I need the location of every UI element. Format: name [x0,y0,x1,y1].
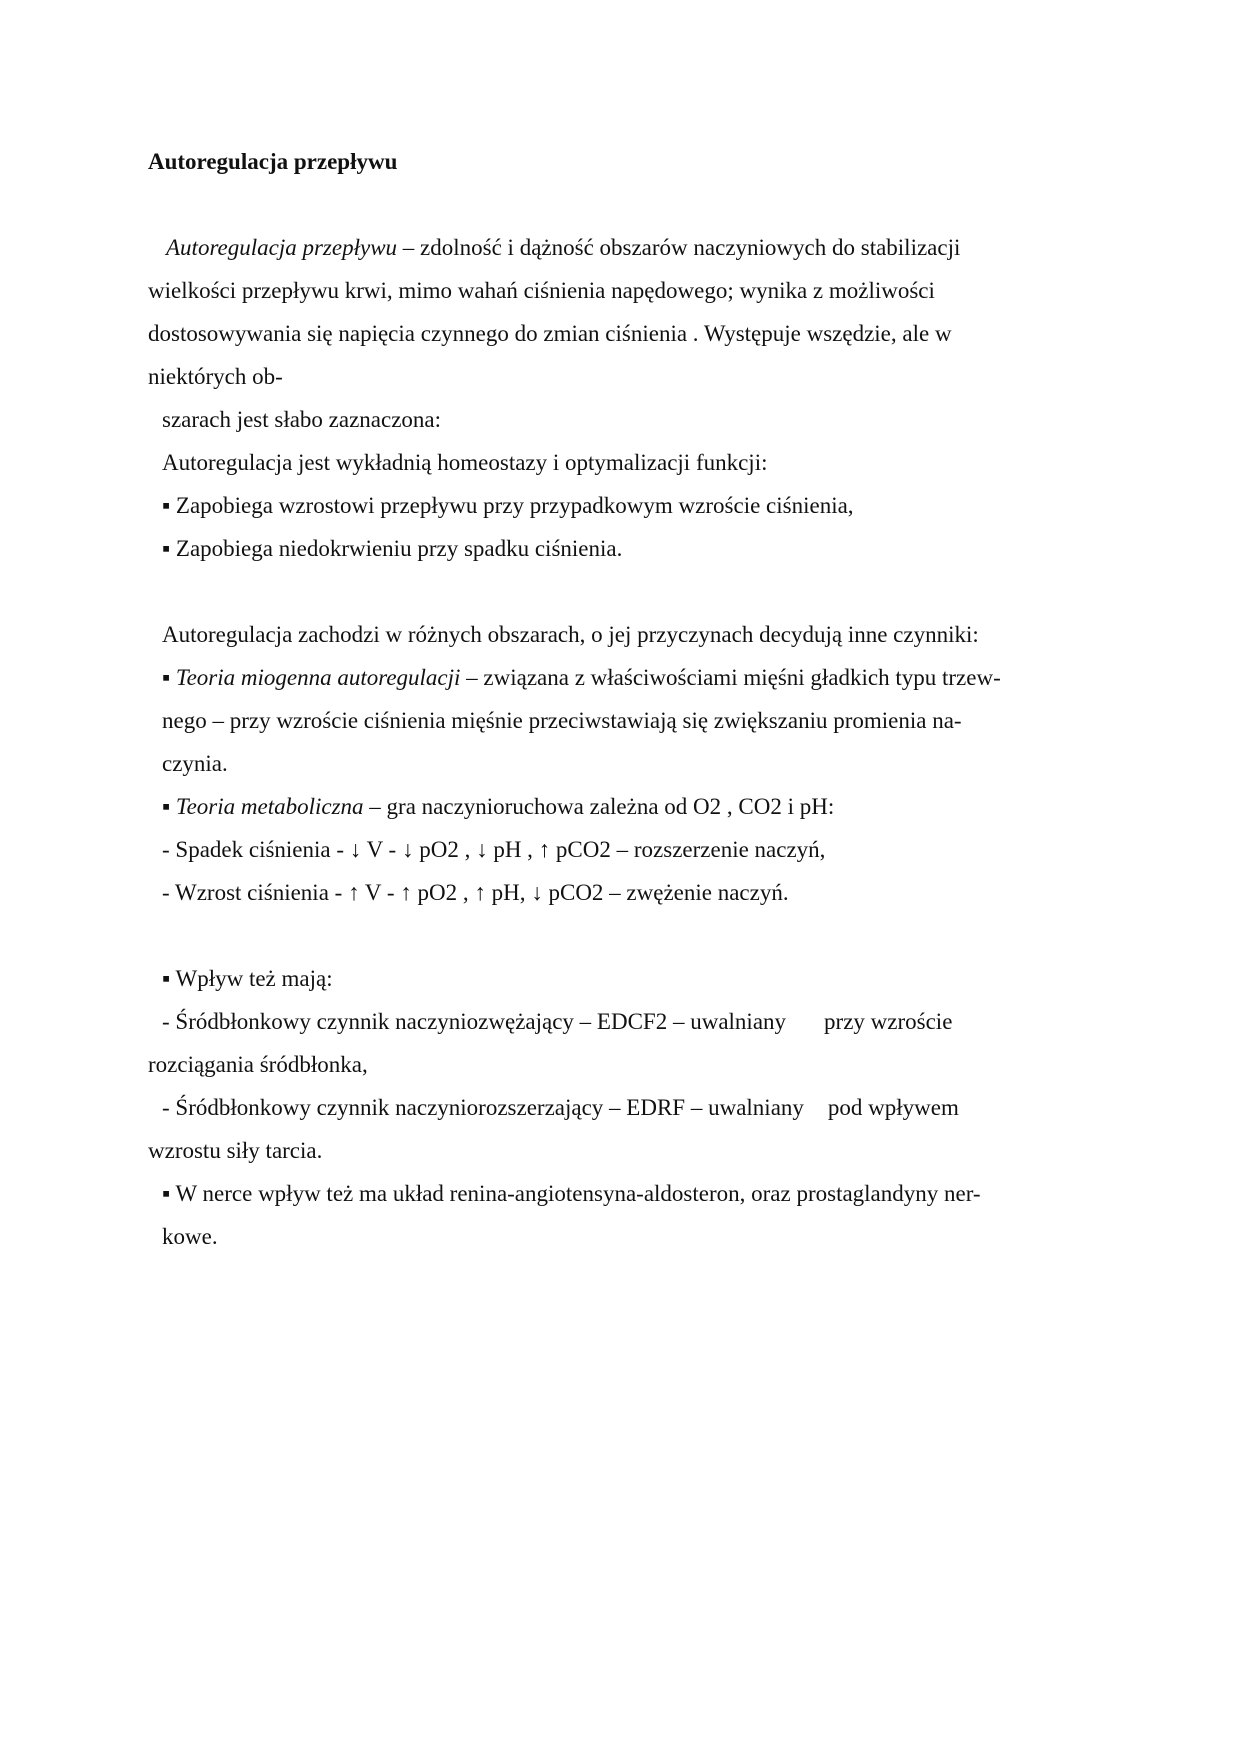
homeostasis-line: Autoregulacja jest wykładnią homeostazy i optymalizacji funkcji: [162,450,768,475]
metabolic-term: Teoria metaboliczna [175,794,364,819]
edrf-part-a: - Śródbłonkowy czynnik naczyniorozszerzający – EDRF – uwalniany [162,1095,804,1120]
homeostasis-bullet-1: ▪ Zapobiega wzrostowi przepływu przy przypadkowym wzroście ciśnienia, [162,493,854,518]
edrf-part-b: pod wpływem [827,1095,959,1120]
myogenic-line-3: czynia. [162,751,228,776]
intro-line-1-rest: – zdolność i dążność obszarów naczyniowych do stabilizacji [397,235,961,260]
edcf-line-2: rozciągania śródbłonka, [148,1052,368,1077]
intro-line-2: wielkości przepływu krwi, mimo wahań ciśnienia napędowego; wynika z możliwości [148,278,935,303]
bullet-marker: ▪ [162,794,176,819]
causes-line: Autoregulacja zachodzi w różnych obszarach, o jej przyczynach decydują inne czynniki: [162,622,979,647]
edrf-line-1 [162,1093,959,1123]
edcf-part-a: - Śródbłonkowy czynnik naczyniozwężający – EDCF2 – uwalniany [162,1009,787,1034]
myogenic-rest-1: – związana z właściwościami mięśni gładkich typu trzew- [460,665,1001,690]
intro-term: Autoregulacja przepływu [166,235,398,260]
edcf-line-1 [162,1007,952,1037]
bullet-marker: ▪ [162,665,176,690]
homeostasis-bullet-2: ▪ Zapobiega niedokrwieniu przy spadku ciśnienia. [162,536,623,561]
metabolic-rest: – gra naczynioruchowa zależna od O2 , CO2 i pH: [363,794,835,819]
kidney-line-2: kowe. [162,1224,218,1249]
myogenic-line-2: nego – przy wzroście ciśnienia mięśnie przeciwstawiają się zwiększaniu promienia na- [162,708,962,733]
metabolic-line [162,792,834,822]
document-title: Autoregulacja przepływu [148,149,398,174]
edrf-line-2: wzrostu siły tarcia. [148,1138,323,1163]
myogenic-line-1 [162,663,1001,693]
influence-line: ▪ Wpływ też mają: [162,966,333,991]
intro-line-4: niektórych ob- [148,364,283,389]
intro-line-5: szarach jest słabo zaznaczona: [162,407,442,432]
edcf-part-b: przy wzroście [824,1009,953,1034]
kidney-line-1: ▪ W nerce wpływ też ma układ renina-angiotensyna-aldosteron, oraz prostaglandyny ner- [162,1181,981,1206]
myogenic-term: Teoria miogenna autoregulacji [175,665,461,690]
pressure-rise-line: - Wzrost ciśnienia - ↑ V - ↑ pO2 , ↑ pH, ↓ pCO2 – zwężenie naczyń. [162,880,789,905]
intro-line-1 [166,233,960,263]
pressure-drop-line: - Spadek ciśnienia - ↓ V - ↓ pO2 , ↓ pH , ↑ pCO2 – rozszerzenie naczyń, [162,837,826,862]
intro-line-3: dostosowywania się napięcia czynnego do zmian ciśnienia . Występuje wszędzie, ale w [148,321,952,346]
